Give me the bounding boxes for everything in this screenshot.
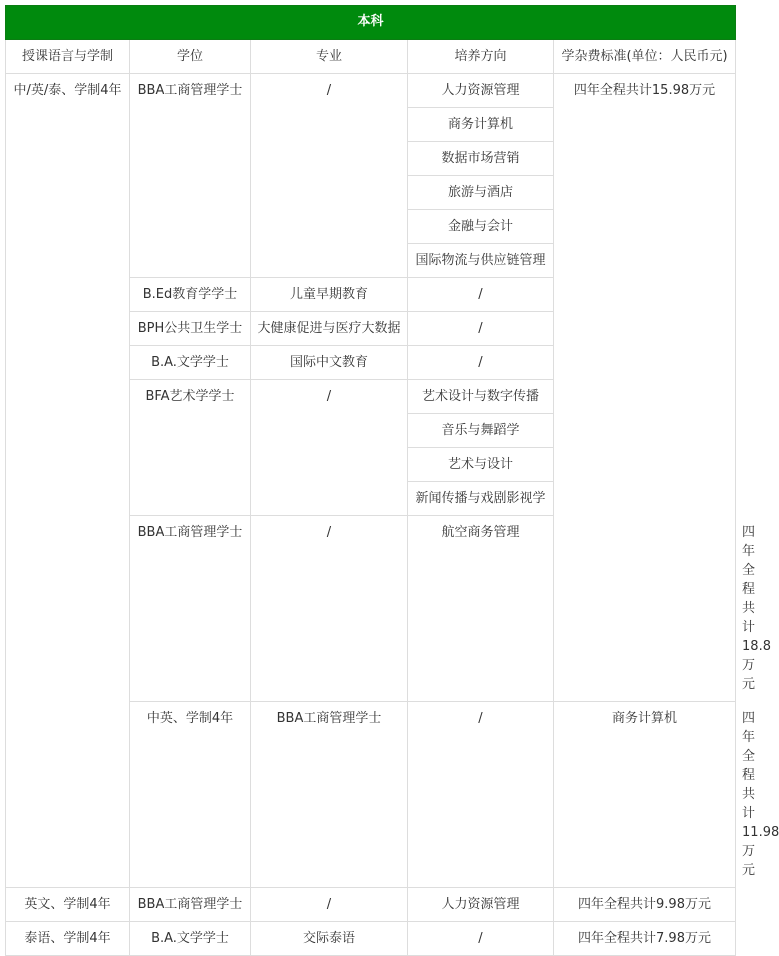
direction-cell: / bbox=[408, 922, 554, 956]
lang-group-cell: 泰语、学制4年 bbox=[6, 922, 130, 956]
direction-cell: 金融与会计 bbox=[408, 210, 554, 244]
direction-cell: 新闻传播与戏剧影视学 bbox=[408, 482, 554, 516]
direction-cell: 航空商务管理 bbox=[408, 516, 554, 702]
direction-cell: 人力资源管理 bbox=[408, 74, 554, 108]
header-fee: 学杂费标准(单位：人民币元) bbox=[554, 40, 736, 74]
direction-cell: / bbox=[408, 346, 554, 380]
direction-cell: 音乐与舞蹈学 bbox=[408, 414, 554, 448]
major-cell: / bbox=[251, 74, 408, 278]
fee-cell: 四年全程共计9.98万元 bbox=[554, 888, 736, 922]
major-cell: / bbox=[408, 702, 554, 888]
header-major: 专业 bbox=[251, 40, 408, 74]
direction-cell: 艺术设计与数字传播 bbox=[408, 380, 554, 414]
direction-cell: 数据市场营销 bbox=[408, 142, 554, 176]
major-cell: 大健康促进与医疗大数据 bbox=[251, 312, 408, 346]
major-cell: / bbox=[251, 380, 408, 516]
header-direction: 培养方向 bbox=[408, 40, 554, 74]
lang-group-cell: 中英、学制4年 bbox=[130, 702, 251, 888]
degree-cell: BBA工商管理学士 bbox=[130, 516, 251, 702]
table-row: 中英、学制4年 BBA工商管理学士 / 商务计算机 四年全程共计11.98万元 bbox=[6, 702, 736, 888]
fee-cell: 四年全程共计7.98万元 bbox=[554, 922, 736, 956]
direction-cell: / bbox=[408, 312, 554, 346]
table-title-row bbox=[6, 6, 736, 40]
major-cell: 交际泰语 bbox=[251, 922, 408, 956]
fee-cell: 四年全程共计15.98万元 bbox=[554, 74, 736, 702]
degree-cell: BBA工商管理学士 bbox=[251, 702, 408, 888]
direction-cell: 艺术与设计 bbox=[408, 448, 554, 482]
table-row bbox=[6, 922, 736, 956]
degree-cell: BBA工商管理学士 bbox=[130, 888, 251, 922]
lang-group-cell: 英文、学制4年 bbox=[6, 888, 130, 922]
major-cell: / bbox=[251, 888, 408, 922]
table-header-row bbox=[6, 40, 736, 74]
header-language-duration: 授课语言与学制 bbox=[6, 40, 130, 74]
direction-cell: 国际物流与供应链管理 bbox=[408, 244, 554, 278]
degree-cell: BFA艺术学学士 bbox=[130, 380, 251, 516]
table-row bbox=[6, 74, 736, 108]
degree-cell: BPH公共卫生学士 bbox=[130, 312, 251, 346]
header-degree: 学位 bbox=[130, 40, 251, 74]
degree-cell: B.A.文学学士 bbox=[130, 346, 251, 380]
direction-cell: 人力资源管理 bbox=[408, 888, 554, 922]
table-row bbox=[6, 888, 736, 922]
direction-cell: 旅游与酒店 bbox=[408, 176, 554, 210]
major-cell: 国际中文教育 bbox=[251, 346, 408, 380]
direction-cell: 商务计算机 bbox=[408, 108, 554, 142]
tuition-table bbox=[5, 5, 779, 956]
tuition-table-wrapper bbox=[5, 5, 779, 956]
major-cell: 儿童早期教育 bbox=[251, 278, 408, 312]
degree-cell: BBA工商管理学士 bbox=[130, 74, 251, 278]
direction-cell: / bbox=[408, 278, 554, 312]
major-cell: / bbox=[251, 516, 408, 702]
table-title: 本科 bbox=[6, 6, 736, 40]
table-row: BBA工商管理学士 / 航空商务管理 四年全程共计18.8万元 bbox=[6, 516, 736, 702]
degree-cell: B.Ed教育学学士 bbox=[130, 278, 251, 312]
degree-cell: B.A.文学学士 bbox=[130, 922, 251, 956]
direction-cell: 商务计算机 bbox=[554, 702, 736, 888]
lang-group-cell: 中/英/泰、学制4年 bbox=[6, 74, 130, 888]
